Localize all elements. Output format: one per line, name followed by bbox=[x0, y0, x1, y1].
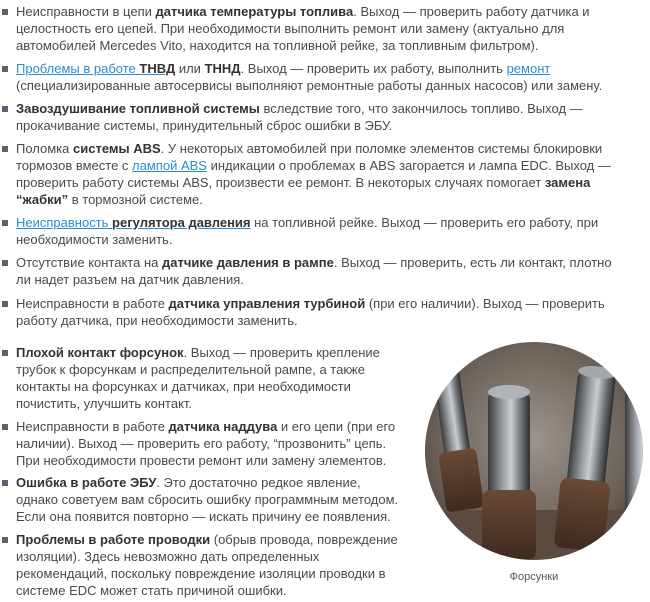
bullet-icon bbox=[2, 424, 8, 430]
list-item: Неисправности в работе датчика управления турбиной (при его наличии). Выход — проверить работу датчика, при необходимости заменить. bbox=[2, 295, 630, 329]
bullet-icon bbox=[2, 66, 8, 72]
bullet-icon bbox=[2, 537, 8, 543]
list-item: Проблемы в работе ТНВД или ТННД. Выход — проверить их работу, выполнить ремонт (специализированные автосервисы выполняют ремонтные работы данных насосов) или замену. bbox=[2, 60, 630, 94]
list-item: Неисправности в работе датчика наддува и его цепи (при его наличии). Выход — проверить его работу, “прозвонить” цепь. При необходимости провести ремонт или замену элементов. bbox=[2, 418, 402, 469]
list-item: Неисправности в цепи датчика температуры топлива. Выход — проверить работу датчика и целостность его цепей. При необходимости выполнить ремонт или замену (актуально для автомобилей Mercedes Vito, находится на топливной рейке, за топливным фильтром). bbox=[2, 3, 630, 54]
injectors-image bbox=[420, 340, 648, 562]
list-item: Ошибка в работе ЭБУ. Это достаточно редкое явление, однако советуем вам сбросить ошибку программным методом. Если она появится повторно — искать причину ее появления. bbox=[2, 474, 402, 525]
bullet-icon bbox=[2, 301, 8, 307]
list-item: Завоздушивание топливной системы вследствие того, что закончилось топливо. Выход — прокачивание системы, принудительный сброс ошибки в ЭБУ. bbox=[2, 100, 630, 134]
list-item: Плохой контакт форсунок. Выход — проверить крепление трубок к форсункам и распределительной рампе, а также контакты на форсунках и датчиках, при необходимости почистить, улучшить контакт. bbox=[2, 344, 402, 412]
pressure-regulator-link[interactable]: Неисправность регулятора давления bbox=[16, 215, 251, 230]
injectors-photo bbox=[420, 340, 648, 562]
list-item: Отсутствие контакта на датчике давления в рампе. Выход — проверить, есть ли контакт, плотно ли надет разъем на датчик давления. bbox=[2, 254, 630, 288]
list-item: Поломка системы ABS. У некоторых автомобилей при поломке элементов системы блокировки тормозов вместе с лампой ABS индикации о проблемах в ABS загорается и лампа EDC. Выход — проверить работу системы ABS, произвести ее ремонт. В некоторых случаях помогает замена “жабки” в тормозной системе. bbox=[2, 140, 630, 208]
bullet-icon bbox=[2, 220, 8, 226]
bullet-icon bbox=[2, 350, 8, 356]
list-item: Проблемы в работе проводки (обрыв провода, повреждение изоляции). Здесь невозможно дать определенных рекомендаций, поскольку повреждение изоляции проводки в системе EDC может стать причиной ошибки. bbox=[2, 531, 402, 599]
bullet-icon bbox=[2, 146, 8, 152]
photo-caption: Форсунки bbox=[509, 571, 559, 583]
list-item: Неисправность регулятора давления на топливной рейке. Выход — проверить его работу, при необходимости заменить. bbox=[2, 214, 630, 248]
repair-link[interactable]: ремонт bbox=[506, 61, 551, 76]
bullet-icon bbox=[2, 260, 8, 266]
bullet-icon bbox=[2, 106, 8, 112]
bullet-icon bbox=[2, 9, 8, 15]
abs-lamp-link[interactable]: лампой ABS bbox=[132, 158, 207, 173]
bullet-icon bbox=[2, 480, 8, 486]
tnvd-link[interactable]: Проблемы в работе ТНВД bbox=[16, 61, 176, 76]
